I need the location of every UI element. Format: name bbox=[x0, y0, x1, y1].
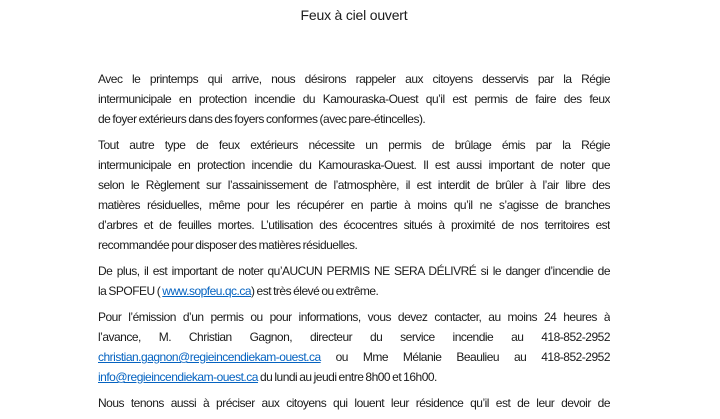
text-line bbox=[98, 307, 610, 327]
text-segment: de foyer extérieurs dans des foyers conformes (avec pare-étincelles). bbox=[98, 112, 426, 126]
text-line bbox=[98, 89, 610, 109]
text-segment: d’arbres et de feuilles mortes. L’utilisation des écocentres situés à proximité de nos territoires est bbox=[98, 218, 610, 232]
text-line bbox=[98, 69, 610, 89]
text-line bbox=[98, 175, 610, 195]
paragraph bbox=[98, 393, 610, 413]
text-line bbox=[98, 367, 610, 387]
text-segment: l’avance, M. Christian Gagnon, directeur du service incendie au 418-852-2952 bbox=[98, 330, 610, 344]
text-line bbox=[98, 327, 610, 347]
paragraph bbox=[98, 69, 610, 129]
document-content bbox=[98, 69, 610, 419]
text-line bbox=[98, 135, 610, 155]
hyperlink[interactable]: info@regieincendiekam-ouest.ca bbox=[98, 370, 258, 384]
text-segment: recommandée pour disposer des matières résiduelles. bbox=[98, 238, 358, 252]
text-segment: la SPOFEU ( bbox=[98, 284, 163, 298]
paragraph bbox=[98, 135, 610, 255]
text-line bbox=[98, 235, 610, 255]
text-segment: ou Mme Mélanie Beaulieu au 418-852-2952 bbox=[320, 350, 610, 364]
hyperlink[interactable]: www.sopfeu.qc.ca bbox=[162, 284, 251, 298]
text-segment: Nous tenons aussi à préciser aux citoyens qui louent leur résidence qu’il est de leur devoir de bbox=[98, 396, 610, 410]
text-segment: Tout autre type de feux extérieurs nécessite un permis de brûlage émis par la Régie bbox=[98, 138, 610, 152]
text-segment: selon le Règlement sur l’assainissement de l’atmosphère, il est interdit de brûler à l’air libre des bbox=[98, 178, 610, 192]
text-line bbox=[98, 109, 610, 129]
text-segment: matières résiduelles, même pour les récupérer en partie à moins qu’il ne s’agisse de branches bbox=[98, 198, 610, 212]
text-segment: ) est très élevé ou extrême. bbox=[251, 284, 379, 298]
text-line bbox=[98, 347, 610, 367]
text-line bbox=[98, 155, 610, 175]
paragraph bbox=[98, 307, 610, 387]
text-segment: De plus, il est important de noter qu’AUCUN PERMIS NE SERA DÉLIVRÉ si le danger d’incendie de bbox=[98, 264, 610, 278]
hyperlink[interactable]: christian.gagnon@regieincendiekam-ouest.ca bbox=[98, 350, 321, 364]
text-segment: Avec le printemps qui arrive, nous désirons rappeler aux citoyens desservis par la Régie bbox=[98, 72, 610, 86]
document-title: Feux à ciel ouvert bbox=[300, 7, 408, 23]
text-line bbox=[98, 393, 610, 413]
text-line bbox=[98, 195, 610, 215]
text-line bbox=[98, 215, 610, 235]
text-segment: Pour l’émission d’un permis ou pour informations, vous devez contacter, au moins 24 heures à bbox=[98, 310, 610, 324]
text-segment: intermunicipale en protection incendie du Kamouraska-Ouest. Il est aussi important de noter que bbox=[98, 158, 610, 172]
paragraph bbox=[98, 261, 610, 301]
text-line bbox=[98, 261, 610, 281]
text-line bbox=[98, 281, 610, 301]
text-segment: intermunicipale en protection incendie du Kamouraska-Ouest qu’il est permis de faire des feux bbox=[98, 92, 610, 106]
text-segment: du lundi au jeudi entre 8h00 et 16h00. bbox=[257, 370, 437, 384]
